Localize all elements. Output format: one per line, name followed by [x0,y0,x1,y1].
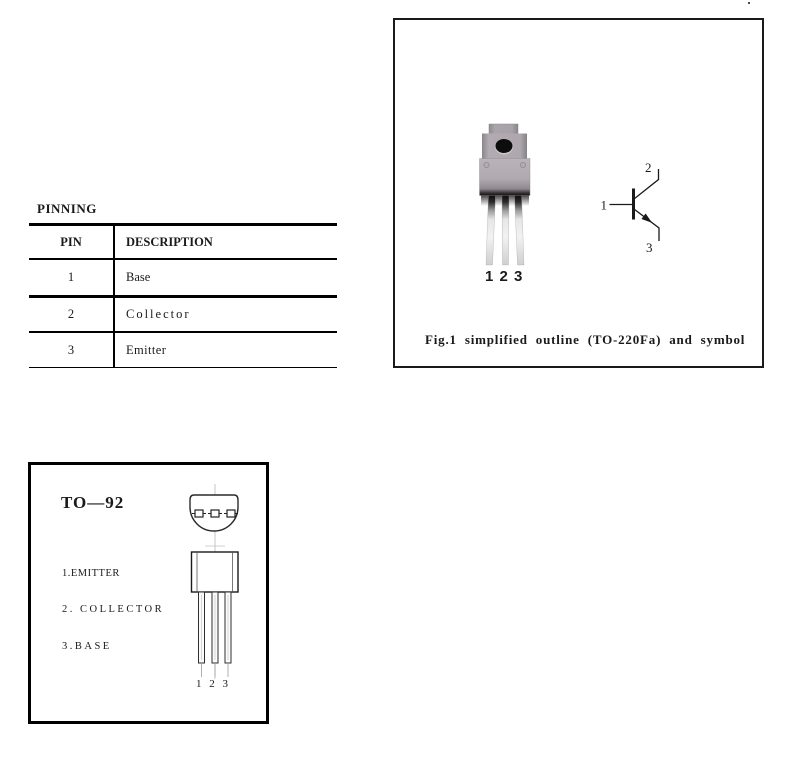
description-cell: Emitter [126,342,167,357]
to92-title: TO—92 [61,493,125,512]
to220-tab [489,124,518,135]
description-header-cell: DESCRIPTION [126,234,213,249]
pinning-table [29,223,337,368]
to92-pin-label-emitter: 1.EMITTER [62,568,120,579]
to220-pin-numbers: 1 2 3 [485,268,524,285]
to92-pin-numbers: 1 2 3 [196,678,231,690]
fig1-caption: Fig.1 simplified outline (TO-220Fa) and symbol [425,332,746,347]
pin-cell: 2 [29,298,115,331]
to92-front-view [192,552,239,592]
to92-pin-label-base: 3.BASE [62,641,112,652]
table-row [29,298,337,333]
symbol-pin1-label: 1 [600,197,607,213]
to220-mounting-hole [496,139,513,153]
pin-header-cell: PIN [29,226,115,258]
to92-drawing [183,481,253,681]
pinning-heading: PINNING [37,201,97,216]
to220-package-image [462,114,547,292]
fig1-panel [393,18,764,368]
to92-top-view [190,495,238,531]
symbol-pin3-label: 3 [646,240,653,255]
to92-legs [199,592,232,677]
table-header-row [29,226,337,260]
to220-rivet-right [520,162,525,167]
symbol-pin2-label: 2 [645,160,652,175]
to92-pin-label-collector: 2. COLLECTOR [62,604,165,615]
pin-cell: 3 [29,333,115,367]
symbol-emitter-line [634,209,659,241]
to220-legs [486,195,524,265]
symbol-emitter-arrow [642,214,653,223]
table-row [29,333,337,368]
transistor-symbol [592,147,702,262]
table-row [29,260,337,298]
stray-dot [748,2,750,4]
to220-rivet-left [484,162,489,167]
description-cell: Base [126,270,151,284]
description-cell: Collector [126,307,191,321]
to92-panel [28,462,269,724]
pin-cell: 1 [29,260,115,295]
